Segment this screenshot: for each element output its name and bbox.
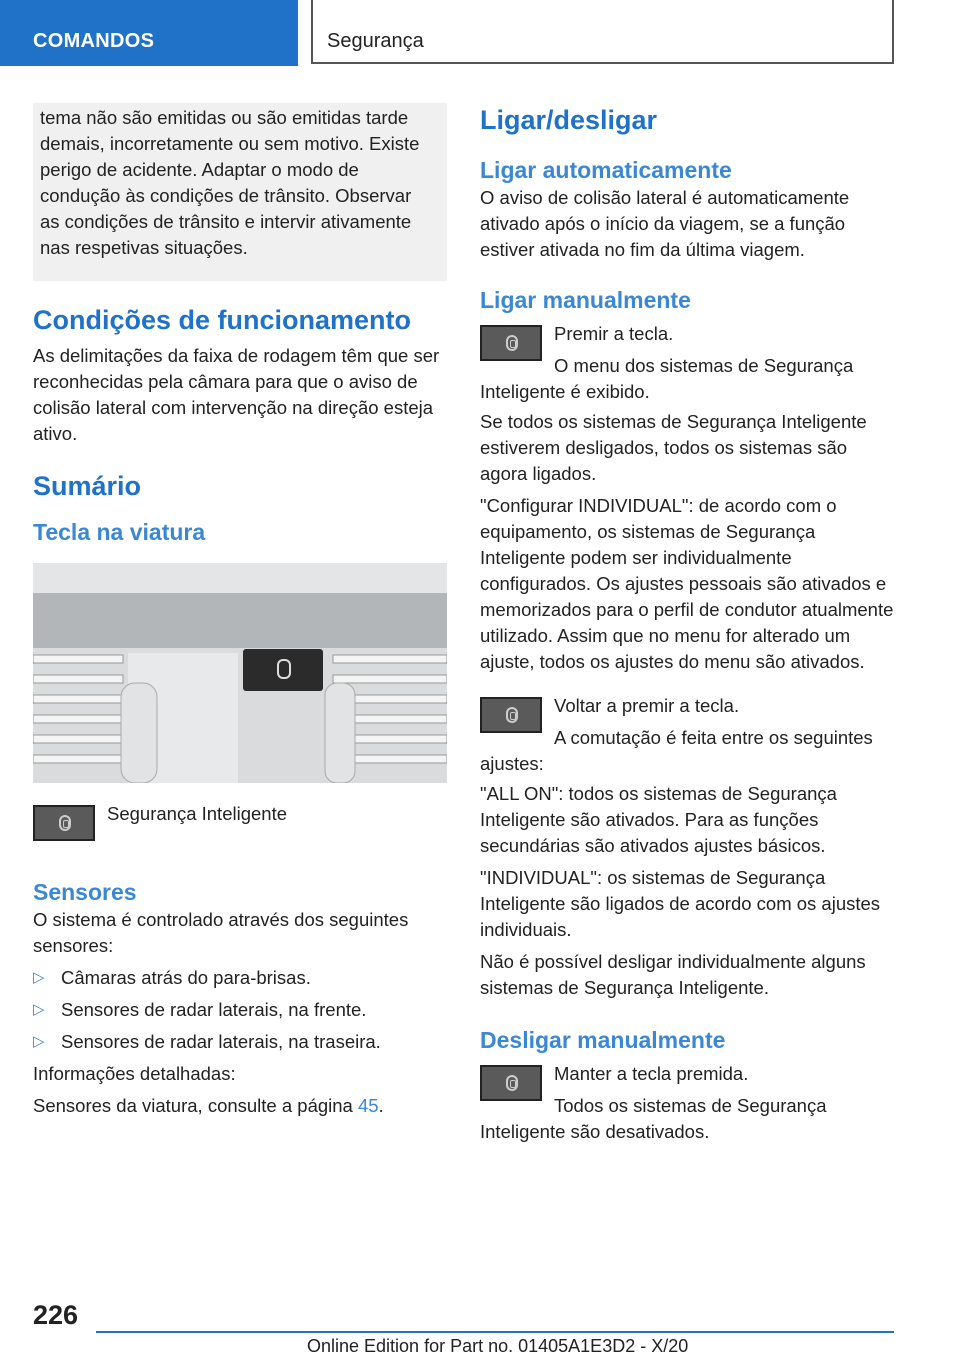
- info-label: Informações detalhadas:: [33, 1063, 236, 1084]
- list-item: ▷ Sensores de radar laterais, na frente.: [33, 997, 447, 1023]
- dashboard-photo-svg: [33, 563, 447, 783]
- key-row-intelligent-safety: [33, 801, 447, 859]
- manual-off-title: Desligar manualmente: [480, 1027, 726, 1053]
- sensors-title: Sensores: [33, 879, 137, 905]
- on-off-title: Ligar/desligar: [480, 105, 658, 135]
- dashboard-photo: [33, 563, 447, 783]
- key-button-icon: [480, 1065, 542, 1101]
- list-item: ▷ Câmaras atrás do para-brisas.: [33, 965, 447, 991]
- key-label: Segurança Inteligente: [107, 803, 287, 824]
- conditions-text: As delimitações da faixa de rodagem têm que ser reconhecidas pela câmara para que o aviso de colisão lateral com intervenção na direção esteja ativo.: [33, 345, 440, 444]
- auto-on-text: O aviso de colisão lateral é automaticamente ativado após o início da viagem, se a função estiver ativada no fim da última viagem.: [480, 187, 850, 260]
- press-key-text: Premir a tecla.: [554, 323, 674, 344]
- sensors-intro: O sistema é controlado através dos seguintes sensores:: [33, 909, 409, 956]
- section-label: COMANDOS: [33, 30, 155, 52]
- cannot-disable-text: Não é possível desligar individualmente alguns sistemas de Segurança Inteligente.: [480, 951, 866, 998]
- section-tab: [0, 0, 298, 66]
- conditions-title: Condições de funcionamento: [33, 305, 412, 335]
- warning-box: [33, 103, 447, 281]
- chapter-label: Segurança: [327, 30, 424, 52]
- individual-text: "INDIVIDUAL": os sistemas de Segurança Inteligente são ligados de acordo com os ajustes individuais.: [480, 867, 881, 940]
- warning-text: tema não são emitidas ou são emitidas tarde demais, incorretamente ou sem motivo. Existe perigo de acidente. Adaptar o modo de condução às condições de trânsito. Observar as condições de trânsito e intervir ativamente nas respetivas situações.: [40, 107, 420, 258]
- all-on-text: "ALL ON": todos os sistemas de Segurança Inteligente são ativados. Para as funções secundárias são ativados ajustes básicos.: [480, 783, 837, 856]
- key-row-hold: [480, 1061, 894, 1145]
- vehicle-key-title: Tecla na viatura: [33, 519, 206, 545]
- page-number: 226: [33, 1300, 79, 1330]
- list-item: ▷ Sensores de radar laterais, na traseira.: [33, 1029, 447, 1055]
- triangle-right-icon: ▷: [33, 969, 45, 986]
- press-again-text: Voltar a premir a tecla.: [554, 695, 740, 716]
- key-row-press: [480, 321, 894, 405]
- footer-rule: [96, 1331, 894, 1333]
- page-link[interactable]: 45: [358, 1095, 379, 1116]
- menu-shown-text: O menu dos sistemas de Segurança Inteligente é exibido.: [480, 355, 854, 402]
- auto-on-title: Ligar automaticamente: [480, 157, 732, 183]
- triangle-right-icon: ▷: [33, 1001, 45, 1018]
- all-off-text: Todos os sistemas de Segurança Inteligente são desativados.: [480, 1095, 827, 1142]
- triangle-right-icon: ▷: [33, 1033, 45, 1050]
- right-column: [480, 103, 894, 1149]
- key-button-icon: [480, 697, 542, 733]
- chapter-tab: [311, 0, 894, 64]
- hold-key-text: Manter a tecla premida.: [554, 1063, 749, 1084]
- reference-line: Sensores da viatura, consulte a página 45.: [33, 1095, 384, 1116]
- manual-p2: "Configurar INDIVIDUAL": de acordo com o equipamento, os sistemas de Segurança Inteligente podem ser individualmente configurados. Os ajustes pessoais são ativados e memorizados para o perfil de condutor atualmente utilizado. Assim que no menu for alterado um ajuste, todos os ajustes do menu são ativados.: [480, 495, 894, 672]
- summary-title: Sumário: [33, 471, 142, 501]
- manual-on-title: Ligar manualmente: [480, 287, 691, 313]
- edition-text: Online Edition for Part no. 01405A1E3D2 - X/20: [307, 1336, 689, 1356]
- key-row-press-again: [480, 693, 894, 777]
- manual-p1: Se todos os sistemas de Segurança Inteligente estiverem desligados, todos os sistemas são agora ligados.: [480, 411, 867, 484]
- key-button-icon: [480, 325, 542, 361]
- left-column: [33, 103, 447, 1125]
- switch-text: A comutação é feita entre os seguintes ajustes:: [480, 727, 873, 774]
- key-button-icon: [33, 805, 95, 841]
